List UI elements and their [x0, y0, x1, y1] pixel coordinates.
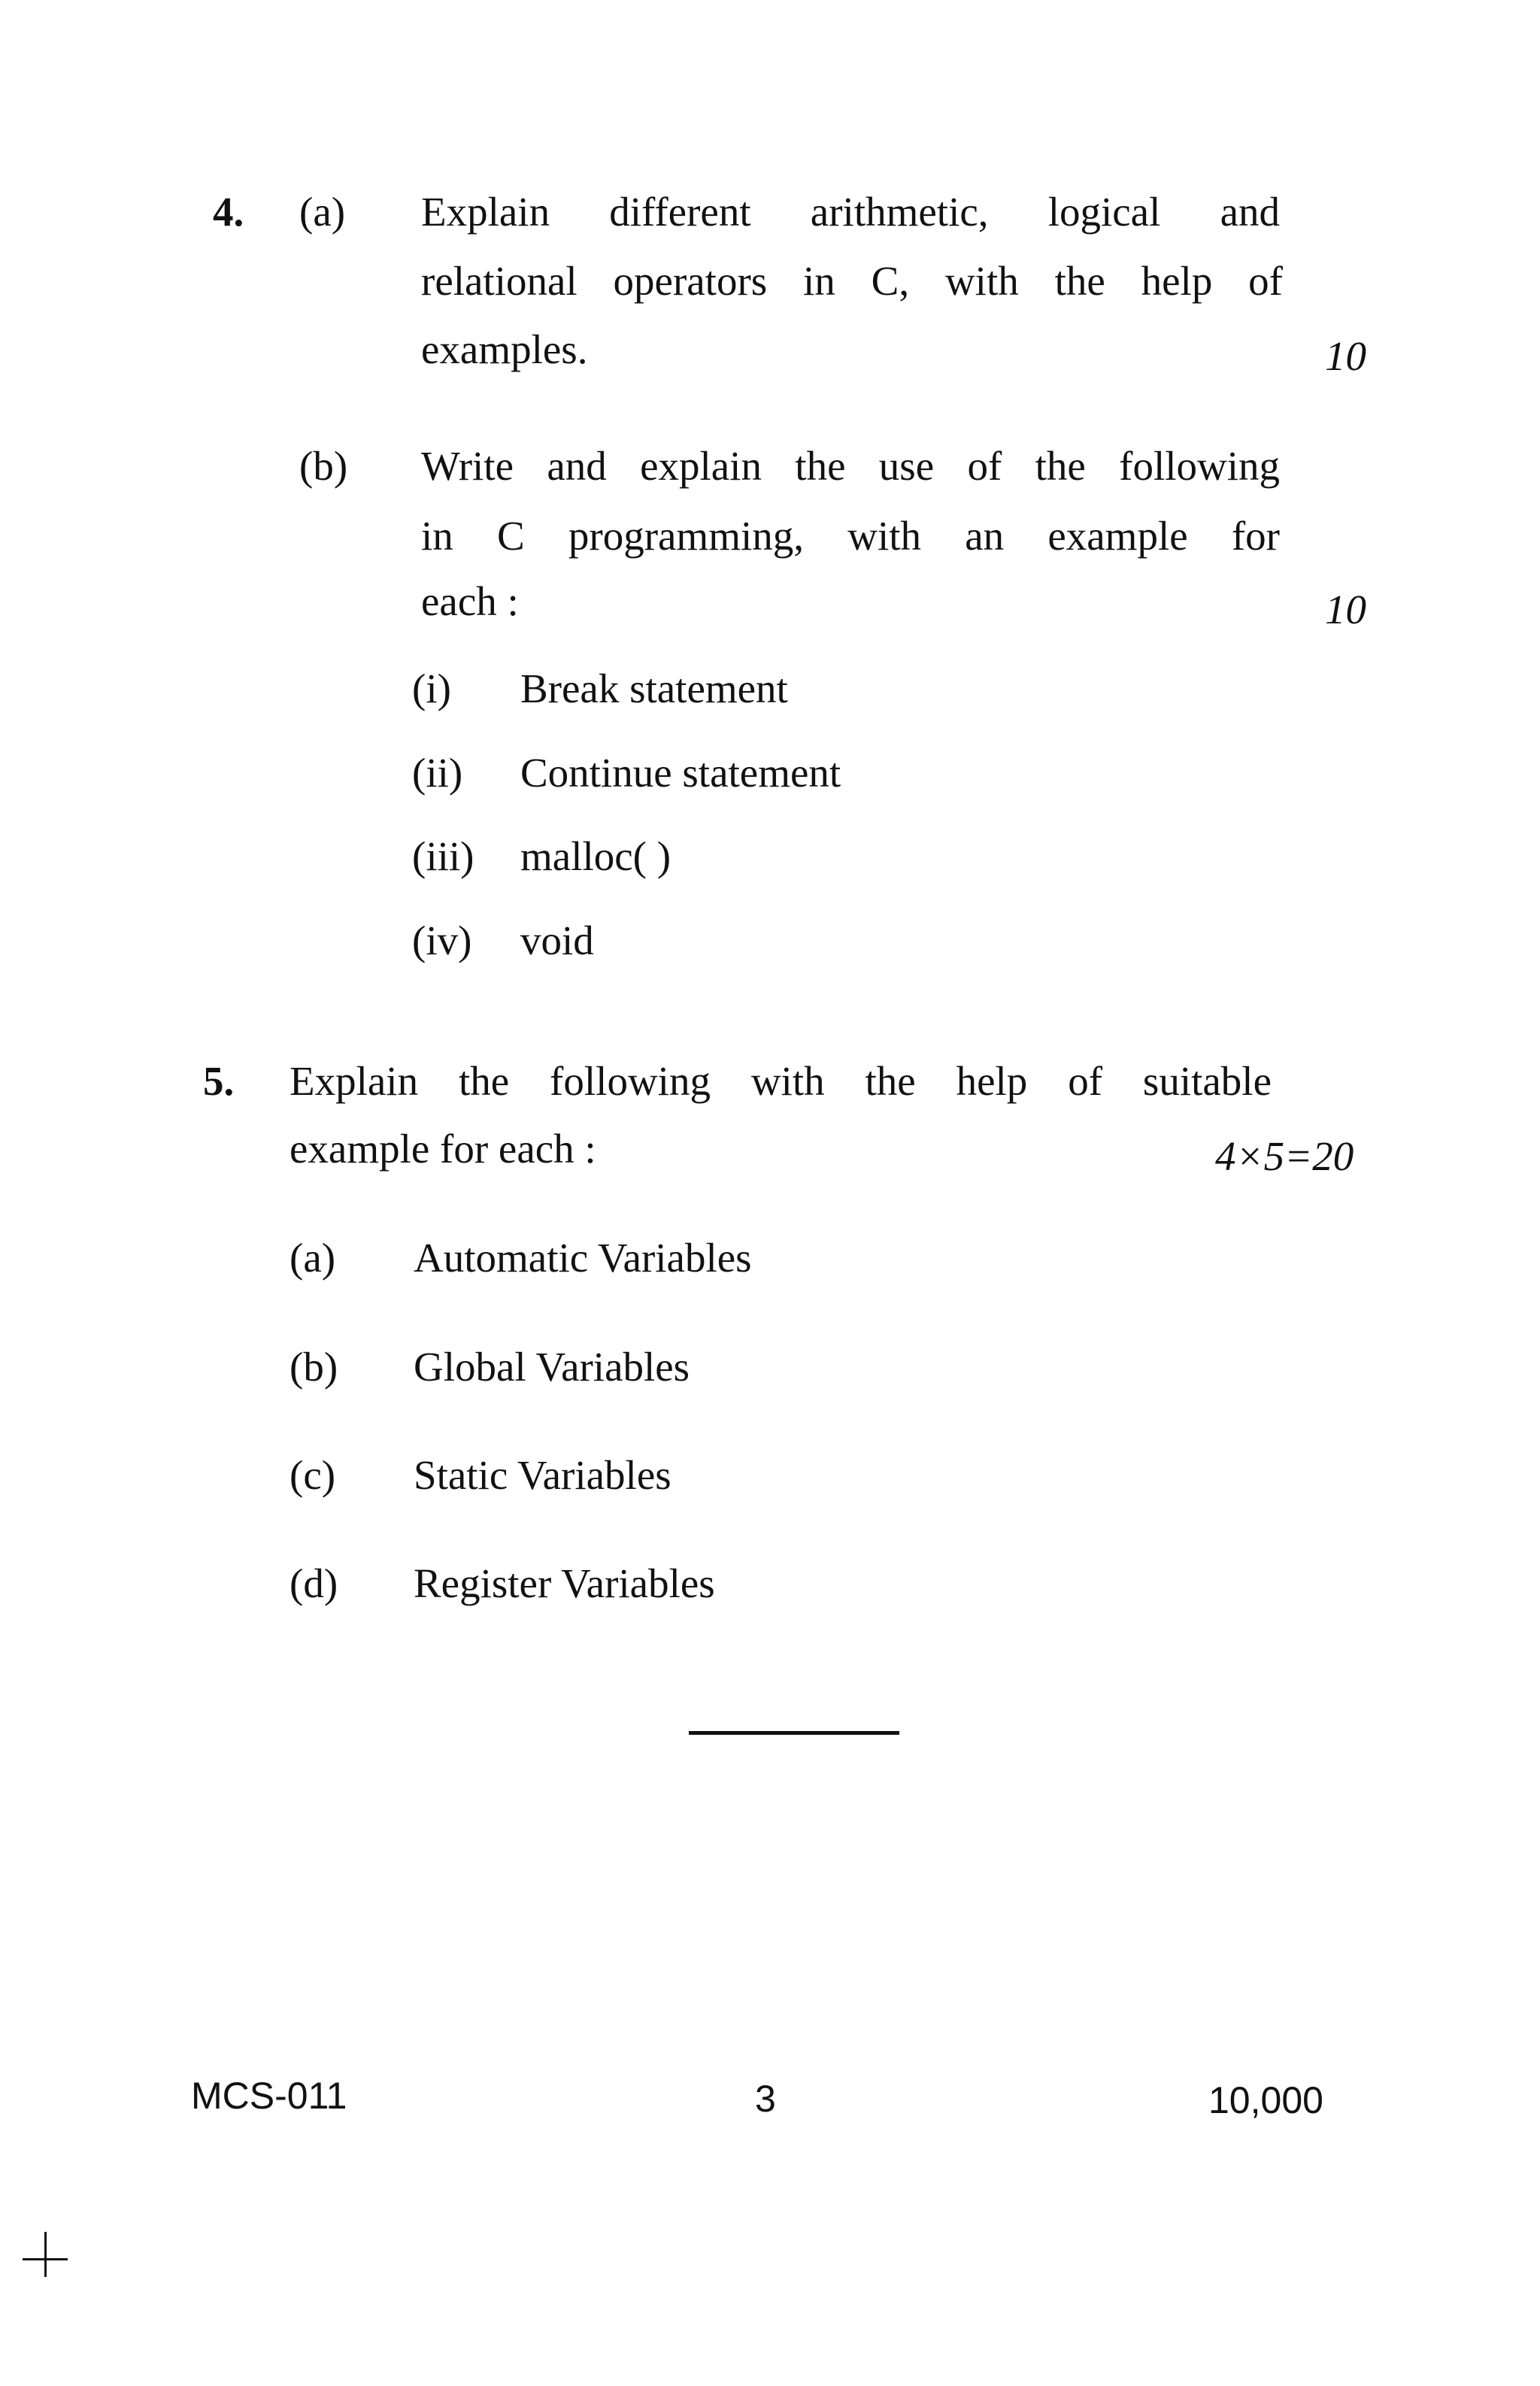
subpart-text: void: [520, 917, 594, 963]
part-text: Global Variables: [414, 1344, 690, 1390]
part-text: Static Variables: [414, 1452, 671, 1498]
question-text-line: example for each :: [290, 1126, 596, 1172]
question-text-line: each :: [421, 578, 519, 624]
subpart-label: (iv): [412, 917, 472, 963]
marks-label: 4×5=20: [1215, 1133, 1354, 1179]
crop-mark: [44, 2232, 47, 2277]
part-label: (b): [290, 1344, 338, 1390]
part-text: Automatic Variables: [414, 1235, 752, 1281]
part-text: Register Variables: [414, 1560, 715, 1606]
subpart-label: (iii): [412, 833, 474, 879]
subpart-label: (ii): [412, 750, 463, 796]
question-number: 5.: [203, 1058, 235, 1104]
subpart-text: Continue statement: [520, 750, 841, 796]
question-text-line: examples.: [421, 326, 588, 372]
question-number: 4.: [213, 189, 244, 235]
footer-code: MCS-011: [191, 2075, 347, 2117]
part-label: (a): [299, 189, 346, 235]
part-label: (b): [299, 443, 348, 489]
exam-page: 4. (a) Explain different arithmetic, logical and relational operators in C, with the help of examples. 10 (b) Write and explain the use of the following in C programming, with an example for each : 10 (i) Break statement (ii) Continue statement (iii) malloc( ) (iv) void 5. Explain the following with the help of suitable example for each : 4×5=20 (a) Automatic Variables (b) Global Variables (c) Static Variables (d) Register Variables MCS-011 3 10,000: [0, 0, 1540, 2386]
marks-label: 10: [1325, 587, 1366, 632]
part-label: (d): [290, 1560, 338, 1606]
footer-page-number: 3: [755, 2078, 776, 2120]
end-divider: [689, 1731, 899, 1735]
subpart-text: malloc( ): [520, 833, 671, 879]
footer-count: 10,000: [1208, 2079, 1323, 2121]
subpart-label: (i): [412, 665, 451, 711]
subpart-text: Break statement: [520, 665, 788, 711]
part-label: (a): [290, 1235, 336, 1281]
part-label: (c): [290, 1452, 336, 1498]
marks-label: 10: [1325, 333, 1366, 379]
